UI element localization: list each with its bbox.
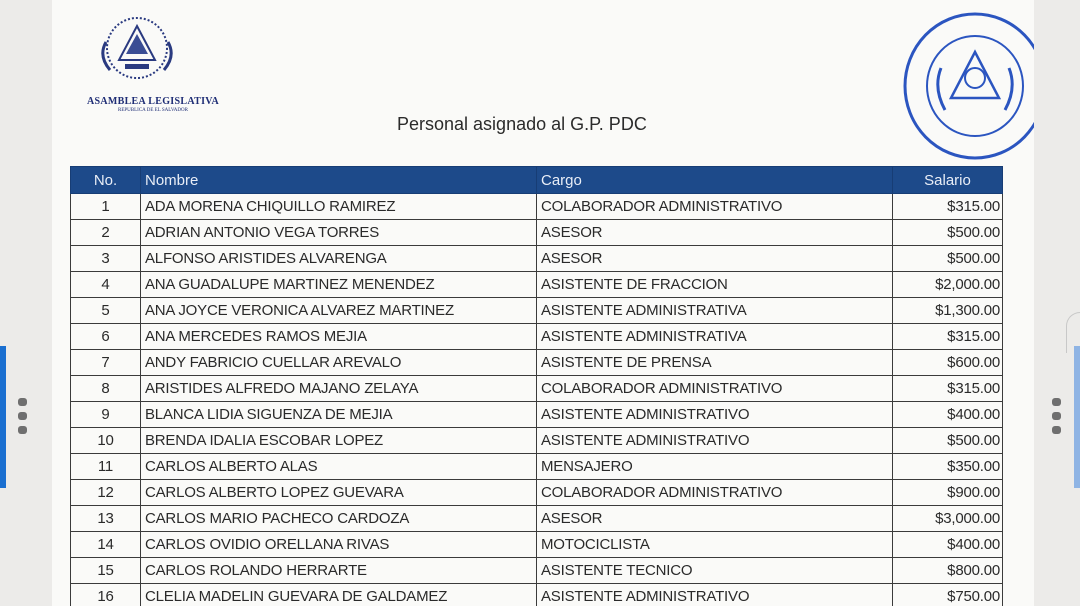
cell-salario: $600.00 xyxy=(893,350,1003,376)
table-row xyxy=(71,506,1003,532)
table-row xyxy=(71,220,1003,246)
cell-no: 13 xyxy=(71,506,141,532)
cell-salario: $500.00 xyxy=(893,220,1003,246)
cell-cargo: ASISTENTE ADMINISTRATIVO xyxy=(537,402,893,428)
cell-salario: $315.00 xyxy=(893,324,1003,350)
cell-no: 1 xyxy=(71,194,141,220)
column-header-nombre: Nombre xyxy=(141,167,537,194)
cell-no: 5 xyxy=(71,298,141,324)
table-row xyxy=(71,532,1003,558)
cell-no: 6 xyxy=(71,324,141,350)
cell-salario: $2,000.00 xyxy=(893,272,1003,298)
table-header-row xyxy=(71,167,1003,194)
cell-no: 8 xyxy=(71,376,141,402)
cell-nombre: ARISTIDES ALFREDO MAJANO ZELAYA xyxy=(141,376,537,402)
column-header-cargo: Cargo xyxy=(537,167,893,194)
cell-nombre: ANA JOYCE VERONICA ALVAREZ MARTINEZ xyxy=(141,298,537,324)
cell-no: 12 xyxy=(71,480,141,506)
cell-cargo: COLABORADOR ADMINISTRATIVO xyxy=(537,480,893,506)
cell-salario: $900.00 xyxy=(893,480,1003,506)
cell-nombre: ANA GUADALUPE MARTINEZ MENENDEZ xyxy=(141,272,537,298)
cell-cargo: ASESOR xyxy=(537,220,893,246)
cell-cargo: ASISTENTE ADMINISTRATIVO xyxy=(537,584,893,606)
left-edge-highlight xyxy=(0,346,6,488)
cell-nombre: ADA MORENA CHIQUILLO RAMIREZ xyxy=(141,194,537,220)
coat-of-arms-icon xyxy=(92,12,182,84)
column-header-salario: Salario xyxy=(893,167,1003,194)
table-row xyxy=(71,584,1003,606)
cell-cargo: ASESOR xyxy=(537,246,893,272)
cell-nombre: ANDY FABRICIO CUELLAR AREVALO xyxy=(141,350,537,376)
cell-cargo: ASISTENTE DE FRACCION xyxy=(537,272,893,298)
cell-salario: $800.00 xyxy=(893,558,1003,584)
cell-cargo: MENSAJERO xyxy=(537,454,893,480)
table-row xyxy=(71,402,1003,428)
cell-nombre: BLANCA LIDIA SIGUENZA DE MEJIA xyxy=(141,402,537,428)
cell-nombre: ANA MERCEDES RAMOS MEJIA xyxy=(141,324,537,350)
document-page xyxy=(52,0,1034,606)
cell-no: 16 xyxy=(71,584,141,606)
cell-salario: $350.00 xyxy=(893,454,1003,480)
organization-subtitle: REPUBLICA DE EL SALVADOR xyxy=(118,108,188,113)
column-header-no: No. xyxy=(71,167,141,194)
cell-cargo: ASISTENTE DE PRENSA xyxy=(537,350,893,376)
cell-cargo: MOTOCICLISTA xyxy=(537,532,893,558)
right-edge-highlight xyxy=(1074,346,1080,488)
right-drag-handle-icon[interactable] xyxy=(1052,398,1061,434)
cell-no: 10 xyxy=(71,428,141,454)
table-row xyxy=(71,376,1003,402)
table-row xyxy=(71,350,1003,376)
table-row xyxy=(71,480,1003,506)
cell-no: 7 xyxy=(71,350,141,376)
cell-salario: $400.00 xyxy=(893,532,1003,558)
cell-nombre: BRENDA IDALIA ESCOBAR LOPEZ xyxy=(141,428,537,454)
cell-salario: $400.00 xyxy=(893,402,1003,428)
cell-nombre: CLELIA MADELIN GUEVARA DE GALDAMEZ xyxy=(141,584,537,606)
cell-no: 9 xyxy=(71,402,141,428)
table-row xyxy=(71,272,1003,298)
table-row xyxy=(71,558,1003,584)
cell-cargo: COLABORADOR ADMINISTRATIVO xyxy=(537,376,893,402)
cell-salario: $315.00 xyxy=(893,376,1003,402)
cell-cargo: ASISTENTE ADMINISTRATIVO xyxy=(537,428,893,454)
cell-cargo: ASESOR xyxy=(537,506,893,532)
cell-salario: $3,000.00 xyxy=(893,506,1003,532)
cell-salario: $750.00 xyxy=(893,584,1003,606)
cell-no: 3 xyxy=(71,246,141,272)
organization-name: ASAMBLEA LEGISLATIVA xyxy=(86,96,220,107)
table-row xyxy=(71,324,1003,350)
cell-cargo: ASISTENTE ADMINISTRATIVA xyxy=(537,298,893,324)
personnel-table xyxy=(70,166,1003,606)
cell-nombre: ALFONSO ARISTIDES ALVARENGA xyxy=(141,246,537,272)
cell-nombre: ADRIAN ANTONIO VEGA TORRES xyxy=(141,220,537,246)
cell-nombre: CARLOS ALBERTO ALAS xyxy=(141,454,537,480)
cell-no: 11 xyxy=(71,454,141,480)
cell-no: 15 xyxy=(71,558,141,584)
table-row xyxy=(71,194,1003,220)
cell-cargo: ASISTENTE TECNICO xyxy=(537,558,893,584)
table-row xyxy=(71,298,1003,324)
right-panel-edge xyxy=(1066,312,1080,353)
cell-salario: $500.00 xyxy=(893,428,1003,454)
cell-no: 4 xyxy=(71,272,141,298)
table-row xyxy=(71,246,1003,272)
cell-nombre: CARLOS MARIO PACHECO CARDOZA xyxy=(141,506,537,532)
table-row xyxy=(71,428,1003,454)
page-title: Personal asignado al G.P. PDC xyxy=(397,114,647,134)
cell-cargo: COLABORADOR ADMINISTRATIVO xyxy=(537,194,893,220)
cell-nombre: CARLOS ROLANDO HERRARTE xyxy=(141,558,537,584)
cell-salario: $1,300.00 xyxy=(893,298,1003,324)
cell-nombre: CARLOS OVIDIO ORELLANA RIVAS xyxy=(141,532,537,558)
cell-salario: $315.00 xyxy=(893,194,1003,220)
cell-no: 2 xyxy=(71,220,141,246)
seal-stamp-icon xyxy=(895,8,1034,164)
cell-salario: $500.00 xyxy=(893,246,1003,272)
left-drag-handle-icon[interactable] xyxy=(18,398,27,434)
cell-no: 14 xyxy=(71,532,141,558)
cell-cargo: ASISTENTE ADMINISTRATIVA xyxy=(537,324,893,350)
cell-nombre: CARLOS ALBERTO LOPEZ GUEVARA xyxy=(141,480,537,506)
table-row xyxy=(71,454,1003,480)
